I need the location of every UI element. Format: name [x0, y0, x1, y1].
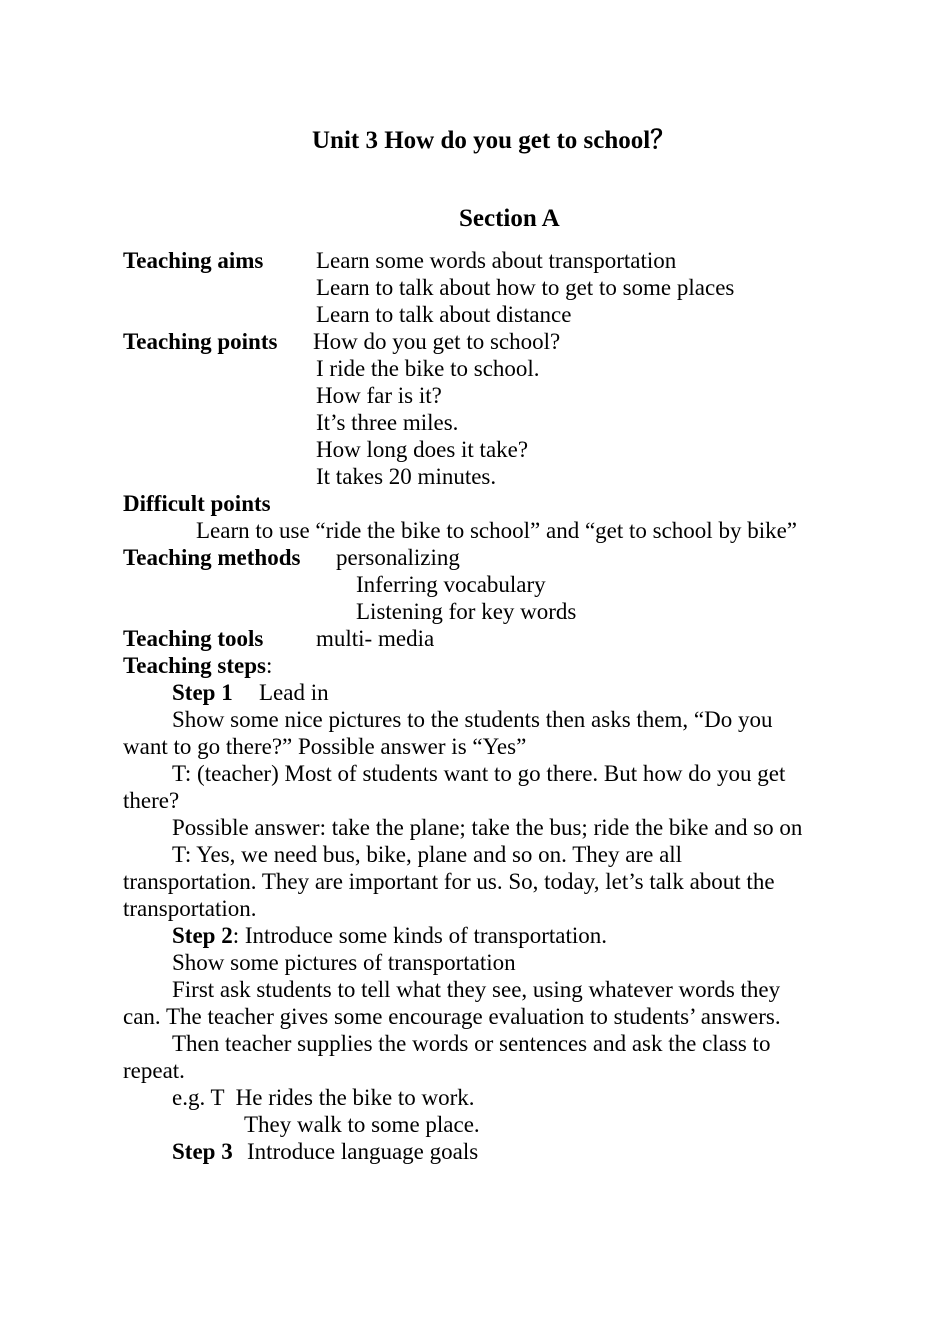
difficult-label: Difficult points	[123, 491, 271, 516]
step1-line: T: (teacher) Most of students want to go there. But how do you get	[172, 761, 786, 786]
step1-line: Possible answer: take the plane; take the bus; ride the bike and so on	[172, 815, 803, 840]
points-label: Teaching points	[123, 329, 278, 354]
page-title: Unit 3 How do you get to school？	[312, 127, 676, 154]
aims-item: Learn some words about transportation	[316, 248, 677, 273]
step1-line: Show some nice pictures to the students then asks them, “Do you	[172, 707, 773, 732]
steps-heading	[123, 652, 272, 679]
step1-line: T: Yes, we need bus, bike, plane and so on. They are all	[172, 842, 683, 867]
methods-item: Listening for key words	[356, 599, 577, 624]
steps-label: Teaching steps	[123, 653, 266, 678]
step1-line: transportation.	[123, 896, 257, 921]
step2-line: repeat.	[123, 1058, 185, 1083]
methods-item: personalizing	[336, 545, 460, 570]
step2-line: They walk to some place.	[244, 1112, 480, 1137]
points-item: It’s three miles.	[316, 410, 459, 435]
points-item: I ride the bike to school.	[316, 356, 540, 381]
points-item: How do you get to school?	[313, 329, 561, 354]
tools-label: Teaching tools	[123, 626, 264, 651]
steps-colon: :	[265, 653, 273, 678]
step1-title: Lead in	[259, 680, 329, 705]
aims-item: Learn to talk about how to get to some places	[316, 275, 735, 300]
tools-value: multi- media	[316, 626, 435, 651]
step1-line: want to go there?” Possible answer is “Yes”	[123, 734, 527, 759]
step1-line: transportation. They are important for us. So, today, let’s talk about the	[123, 869, 775, 894]
step2-line: e.g. T He rides the bike to work.	[172, 1085, 475, 1110]
methods-label: Teaching methods	[123, 545, 301, 570]
difficult-text: Learn to use “ride the bike to school” and “get to school by bike”	[196, 518, 797, 543]
step2-line: Show some pictures of transportation	[172, 950, 516, 975]
step1-line: there?	[123, 788, 180, 813]
step2-title: : Introduce some kinds of transportation.	[232, 923, 608, 948]
aims-item: Learn to talk about distance	[316, 302, 572, 327]
step2-line: First ask students to tell what they see, using whatever words they	[172, 977, 781, 1002]
points-item: How long does it take?	[316, 437, 529, 462]
step2-line: can. The teacher gives some encourage evaluation to students’ answers.	[123, 1004, 781, 1029]
step1-label: Step 1	[172, 680, 233, 705]
aims-label: Teaching aims	[123, 248, 264, 273]
step3-title: Introduce language goals	[247, 1139, 479, 1164]
methods-item: Inferring vocabulary	[356, 572, 546, 597]
section-heading: Section A	[459, 205, 560, 232]
step2-heading	[172, 922, 607, 949]
points-item: How far is it?	[316, 383, 442, 408]
points-item: It takes 20 minutes.	[316, 464, 497, 489]
step3-label: Step 3	[172, 1139, 233, 1164]
step2-line: Then teacher supplies the words or sentences and ask the class to	[172, 1031, 771, 1056]
step2-label: Step 2	[172, 923, 233, 948]
